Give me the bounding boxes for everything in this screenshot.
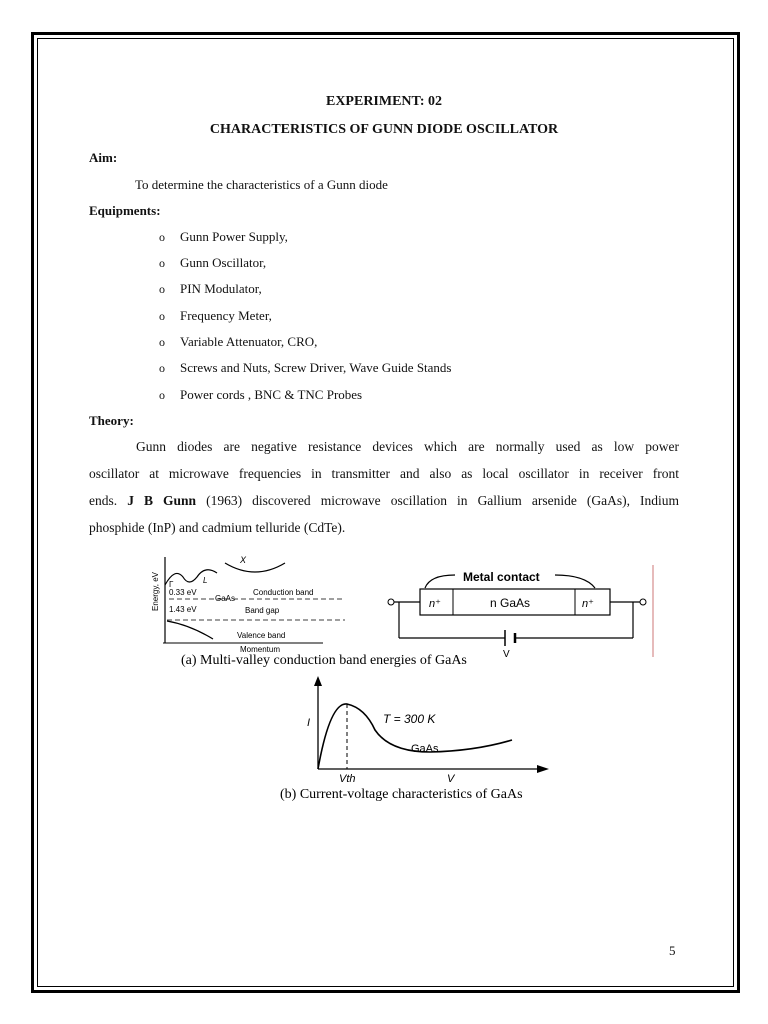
- figure-a-caption: (a) Multi-valley conduction band energies of GaAs: [181, 653, 467, 668]
- theory-line: [89, 487, 679, 514]
- bullet-marker: o: [159, 388, 165, 402]
- theory-heading: Theory:: [89, 413, 134, 428]
- bullet-marker: o: [159, 256, 165, 270]
- threshold-voltage-label: Vth: [339, 773, 356, 785]
- x-valley-curve: [225, 563, 285, 572]
- band-gap-label: Band gap: [245, 606, 280, 615]
- figure-a: [145, 553, 660, 671]
- valence-band-label: Valence band: [237, 631, 286, 640]
- equipments-heading: Equipments:: [89, 203, 161, 218]
- gaas-curve-label: GaAs: [411, 743, 439, 755]
- l-valley-label: L: [203, 576, 208, 585]
- equipment-item-text: Gunn Power Supply,: [180, 229, 288, 244]
- gamma-valley-label: Γ: [169, 580, 174, 589]
- bullet-marker: o: [159, 230, 165, 244]
- equipment-item-text: Variable Attenuator, CRO,: [180, 334, 318, 349]
- page-number: 5: [669, 943, 676, 958]
- theory-line: phosphide (InP) and cadmium telluride (CdTe).: [89, 520, 346, 535]
- bullet-marker: o: [159, 282, 165, 296]
- conduction-band-label: Conduction band: [253, 588, 314, 597]
- aim-text: To determine the characteristics of a Gunn diode: [135, 177, 388, 192]
- terminal-right: [640, 599, 646, 605]
- terminal-left: [388, 599, 394, 605]
- equipment-item-text: Gunn Oscillator,: [180, 255, 267, 270]
- experiment-title: CHARACTERISTICS OF GUNN DIODE OSCILLATOR: [209, 122, 559, 137]
- figure-b-caption: (b) Current-voltage characteristics of GaAs: [280, 787, 523, 802]
- x-valley-label: X: [240, 555, 247, 565]
- valence-band-curve: [167, 621, 213, 639]
- figure-b: [275, 672, 645, 802]
- theory-line: oscillator at microwave frequencies in transmitter and also as local oscillator in receiver front: [89, 466, 679, 481]
- theory-line: Gunn diodes are negative resistance devices which are normally used as low power: [136, 439, 679, 454]
- bullet-marker: o: [159, 309, 165, 323]
- theory-paragraph: [89, 433, 679, 541]
- energy-033-label: 0.33 eV: [169, 588, 197, 597]
- voltage-label: V: [503, 649, 510, 660]
- momentum-label: Momentum: [240, 645, 281, 654]
- aim-heading: Aim:: [89, 150, 118, 165]
- voltage-axis-label: V: [447, 773, 455, 785]
- theory-text: (1963) discovered microwave oscillation in Gallium arsenide (GaAs), Indium: [206, 493, 680, 508]
- gaas-label: GaAs: [215, 594, 236, 603]
- equipment-item-text: Frequency Meter,: [180, 308, 272, 323]
- metal-contact-label: Metal contact: [463, 570, 540, 584]
- energy-axis-label: Energy, eV: [151, 572, 160, 611]
- equipment-item-text: Power cords , BNC & TNC Probes: [180, 387, 363, 402]
- metal-contact-arrow-right: [555, 575, 595, 588]
- n-gaas-label: n GaAs: [490, 596, 531, 610]
- current-axis-label: I: [307, 717, 311, 729]
- temperature-label: T = 300 K: [383, 712, 436, 726]
- n-plus-right-label: n⁺: [582, 598, 594, 610]
- bullet-marker: o: [159, 361, 165, 375]
- metal-contact-arrow-left: [425, 575, 455, 588]
- iv-x-axis-arrow: [537, 765, 549, 773]
- theory-text: ends.: [89, 493, 118, 508]
- equipment-item-text: PIN Modulator,: [180, 281, 262, 296]
- gunn-name: J B Gunn: [127, 493, 197, 508]
- equipment-item-text: Screws and Nuts, Screw Driver, Wave Guide Stands: [180, 360, 452, 375]
- bullet-marker: o: [159, 335, 165, 349]
- energy-143-label: 1.43 eV: [169, 605, 197, 614]
- n-plus-left-label: n⁺: [429, 598, 441, 610]
- experiment-number: EXPERIMENT: 02: [325, 94, 443, 109]
- iv-y-axis-arrow: [314, 676, 322, 686]
